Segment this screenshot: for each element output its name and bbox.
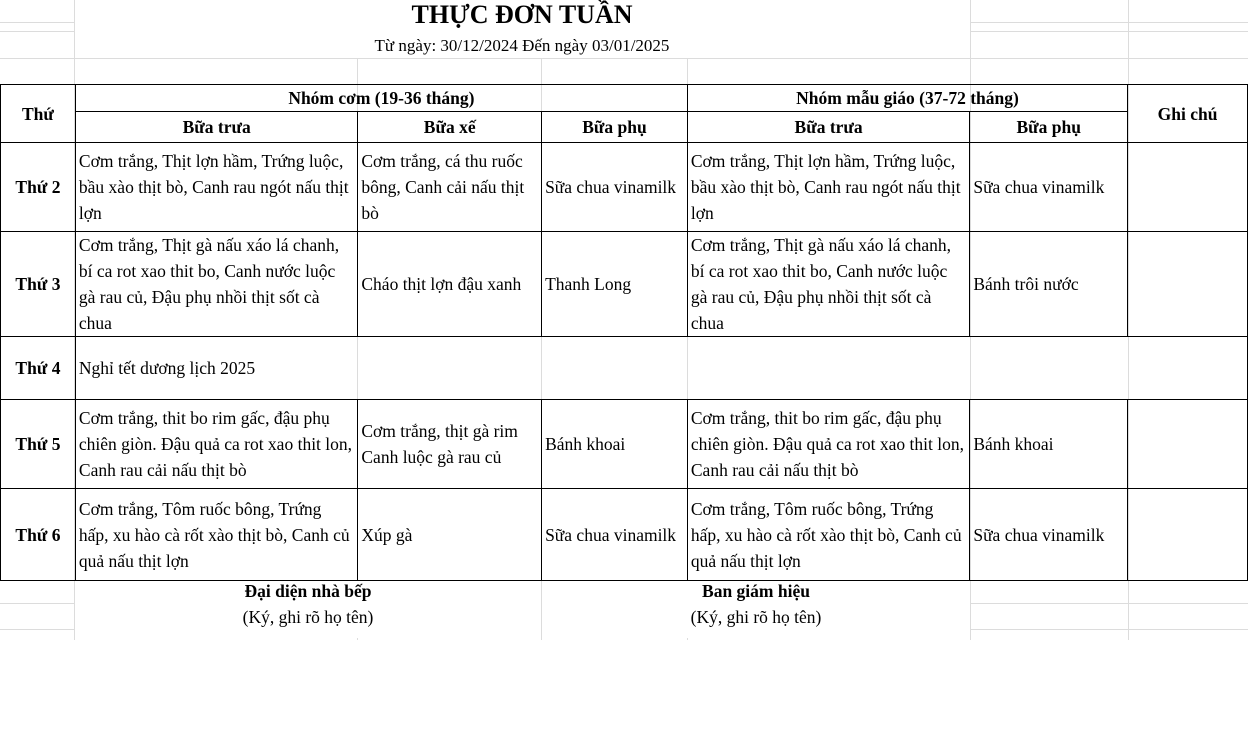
kinder-lunch-cell: Cơm trắng, Tôm ruốc bông, Trứng hấp, xu hào cà rốt xào thịt bò, Canh củ quả nấu thịt lợn [687, 489, 969, 581]
group-rice-header: Nhóm cơm (19-36 tháng) [75, 85, 687, 112]
kinder-lunch-header: Bữa trưa [687, 112, 969, 143]
kinder-snack-cell: Sữa chua vinamilk [970, 489, 1128, 581]
rice-afternoon-cell: Cháo thịt lợn đậu xanh [358, 232, 542, 337]
rice-afternoon-cell: Cơm trắng, thịt gà rim Canh luộc gà rau củ [358, 400, 542, 489]
rice-lunch-cell: Cơm trắng, Tôm ruốc bông, Trứng hấp, xu hào cà rốt xào thịt bò, Canh củ quả nấu thịt lợn [75, 489, 357, 581]
board-signature-block [542, 578, 970, 604]
rice-lunch-cell: Cơm trắng, Thịt gà nấu xáo lá chanh, bí ca rot xao thit bo, Canh nước luộc gà rau củ, Đậu phụ nhồi thịt sốt cà chua [75, 232, 357, 337]
note-cell [1128, 232, 1248, 337]
kitchen-title: Đại diện nhà bếp [244, 581, 372, 601]
note-cell [1128, 400, 1248, 489]
kinder-lunch-cell: Cơm trắng, Thịt gà nấu xáo lá chanh, bí ca rot xao thit bo, Canh nước luộc gà rau củ, Đậu phụ nhồi thịt sốt cà chua [687, 232, 969, 337]
rice-lunch-cell: Cơm trắng, Thịt lợn hầm, Trứng luộc, bầu xào thịt bò, Canh rau ngót nấu thịt lợn [75, 143, 357, 232]
group-kinder-header: Nhóm mẫu giáo (37-72 tháng) [687, 85, 1127, 112]
table-row [1, 337, 1248, 400]
weekly-menu-table [0, 84, 1248, 581]
day-cell: Thứ 3 [1, 232, 76, 337]
board-title: Ban giám hiệu [702, 581, 810, 601]
kinder-snack-cell: Bánh khoai [970, 400, 1128, 489]
kinder-lunch-cell: Cơm trắng, thit bo rim gấc, đậu phụ chiên giòn. Đậu quả ca rot xao thit lon, Canh rau cải nấu thịt bò [687, 400, 969, 489]
kinder-snack-header: Bữa phụ [970, 112, 1128, 143]
rice-lunch-cell: Cơm trắng, thit bo rim gấc, đậu phụ chiên giòn. Đậu quả ca rot xao thit lon, Canh rau cải nấu thịt bò [75, 400, 357, 489]
rice-snack-cell: Sữa chua vinamilk [542, 489, 688, 581]
gridline [0, 58, 1248, 59]
note-cell [1128, 489, 1248, 581]
kitchen-signature-block [75, 578, 541, 604]
rice-lunch-header: Bữa trưa [75, 112, 357, 143]
date-range: Từ ngày: 30/12/2024 Đến ngày 03/01/2025 [374, 36, 670, 55]
rice-snack-cell: Thanh Long [542, 232, 688, 337]
subheader-row [1, 112, 1248, 143]
table-row [1, 400, 1248, 489]
note-header: Ghi chú [1128, 85, 1248, 143]
holiday-cell: Nghỉ tết dương lịch 2025 [75, 337, 1247, 400]
day-header: Thứ [1, 85, 76, 143]
kinder-snack-cell: Bánh trôi nước [970, 232, 1128, 337]
day-cell: Thứ 6 [1, 489, 76, 581]
table-row [1, 489, 1248, 581]
rice-snack-header: Bữa phụ [542, 112, 688, 143]
rice-snack-cell: Sữa chua vinamilk [542, 143, 688, 232]
rice-afternoon-cell: Xúp gà [358, 489, 542, 581]
rice-afternoon-header: Bữa xế [358, 112, 542, 143]
page-title: THỰC ĐƠN TUẦN [411, 0, 633, 29]
day-cell: Thứ 5 [1, 400, 76, 489]
rice-snack-cell: Bánh khoai [542, 400, 688, 489]
table-row [1, 143, 1248, 232]
kitchen-sign-note: (Ký, ghi rõ họ tên) [242, 607, 374, 627]
table-row [1, 232, 1248, 337]
day-cell: Thứ 4 [1, 337, 76, 400]
board-sign-note: (Ký, ghi rõ họ tên) [690, 607, 822, 627]
header-row [1, 85, 1248, 112]
rice-afternoon-cell: Cơm trắng, cá thu ruốc bông, Canh cải nấu thịt bò [358, 143, 542, 232]
kinder-lunch-cell: Cơm trắng, Thịt lợn hầm, Trứng luộc, bầu xào thịt bò, Canh rau ngót nấu thịt lợn [687, 143, 969, 232]
note-cell [1128, 143, 1248, 232]
kinder-snack-cell: Sữa chua vinamilk [970, 143, 1128, 232]
day-cell: Thứ 2 [1, 143, 76, 232]
